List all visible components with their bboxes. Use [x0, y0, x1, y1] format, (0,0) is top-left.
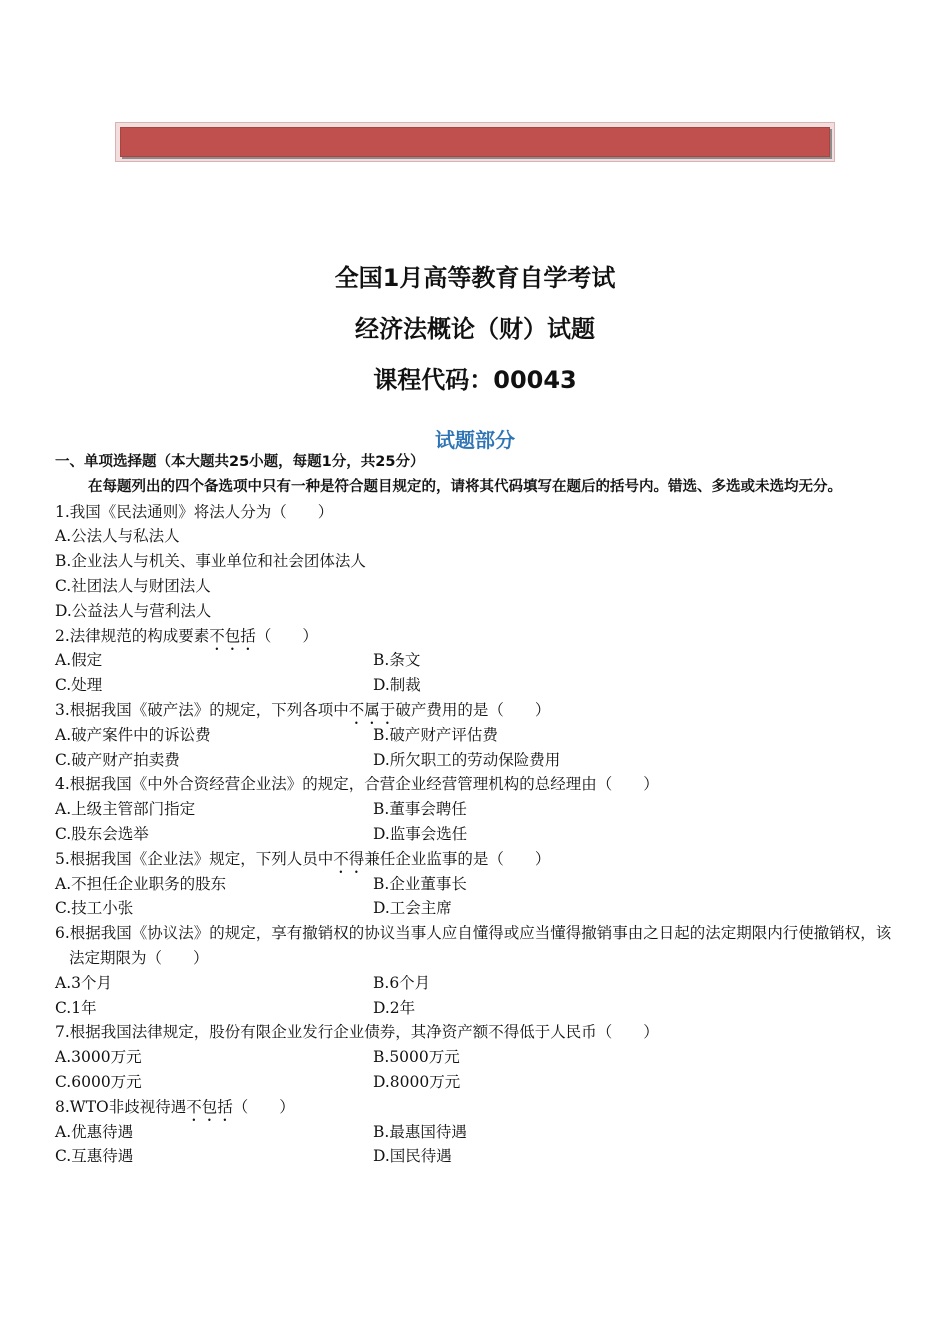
question-stem-tail: 兼任企业监事的是（ ）	[364, 849, 551, 868]
question-stem: 2.法律规范的构成要素	[55, 626, 210, 645]
options-row	[55, 896, 900, 921]
options-row	[55, 797, 900, 822]
options-row	[55, 673, 900, 698]
option-8d: D.国民待遇	[373, 1147, 452, 1166]
question-7	[55, 1020, 900, 1045]
question-stem-tail: （ ）	[255, 626, 318, 645]
option-4a: A.上级主管部门指定	[55, 800, 196, 819]
emphasis-text: 不属于	[348, 700, 396, 719]
question-5	[55, 847, 900, 872]
options-row	[55, 1045, 900, 1070]
part-instruction: 在每题列出的四个备选项中只有一种是符合题目规定的，请将其代码填写在题后的括号内。错选、多选或未选均无分。	[88, 478, 842, 495]
question-stem-tail: 破产费用的是（ ）	[395, 700, 551, 719]
option-6a: A.3个月	[55, 973, 112, 992]
emphasis-text: 不包括	[209, 626, 256, 645]
options-row	[55, 1070, 900, 1095]
option-3b: B.破产财产评估费	[373, 725, 498, 744]
option-5c: C.技工小张	[55, 899, 134, 918]
exam-title: 全国1月高等教育自学考试	[334, 264, 616, 292]
option-2d: D.制裁	[373, 676, 421, 695]
question-6	[55, 921, 900, 971]
option-8c: C.互惠待遇	[55, 1147, 134, 1166]
emphasis-text: 不包括	[186, 1097, 233, 1116]
option-7d: D.8000万元	[373, 1072, 461, 1091]
question-stem: 7.根据我国法律规定，股份有限企业发行企业债券，其净资产额不得低于人民币（ ）	[55, 1023, 659, 1042]
option-5d: D.工会主席	[373, 899, 452, 918]
option-6c: C.1年	[55, 998, 97, 1017]
option-5a: A.不担任企业职务的股东	[55, 874, 227, 893]
option-4c: C.股东会选举	[55, 824, 149, 843]
decorative-banner	[115, 122, 835, 162]
section-title: 试题部分	[435, 428, 515, 452]
option-3a: A.破产案件中的诉讼费	[55, 725, 211, 744]
exam-subject: 经济法概论（财）试题	[355, 315, 595, 343]
option-4d: D.监事会选任	[373, 824, 468, 843]
option-1c: C.社团法人与财团法人	[55, 576, 211, 595]
question-stem: 5.根据我国《企业法》规定，下列人员中	[55, 849, 334, 868]
option-5b: B.企业董事长	[373, 874, 467, 893]
options-row	[55, 872, 900, 897]
option-6b: B.6个月	[373, 973, 431, 992]
options-row	[55, 648, 900, 673]
option-7a: A.3000万元	[55, 1048, 142, 1067]
options-row	[55, 822, 900, 847]
option-3d: D.所欠职工的劳动保险费用	[373, 750, 561, 769]
option-8a: A.优惠待遇	[55, 1122, 134, 1141]
part-heading: 一、单项选择题（本大题共25小题，每题1分，共25分）	[55, 454, 425, 470]
options-row	[55, 996, 900, 1021]
option-2b: B.条文	[373, 651, 421, 670]
option-3c: C.破产财产拍卖费	[55, 750, 180, 769]
option-1d: D.公益法人与营利法人	[55, 601, 212, 620]
question-stem-tail: （ ）	[232, 1097, 295, 1116]
question-1	[55, 500, 900, 525]
option-6d: D.2年	[373, 998, 416, 1017]
option-8b: B.最惠国待遇	[373, 1122, 467, 1141]
question-area	[55, 450, 900, 1169]
option-2a: A.假定	[55, 651, 103, 670]
options-row	[55, 1120, 900, 1145]
question-4	[55, 772, 900, 797]
option-1a: A.公法人与私法人	[55, 527, 180, 546]
option-2c: C.处理	[55, 676, 103, 695]
question-3	[55, 698, 900, 723]
option-7b: B.5000万元	[373, 1048, 460, 1067]
options-row	[55, 748, 900, 773]
options-row	[55, 723, 900, 748]
question-stem: 4.根据我国《中外合资经营企业法》的规定，合营企业经营管理机构的总经理由（ ）	[55, 775, 659, 794]
question-8	[55, 1095, 900, 1120]
question-stem: 3.根据我国《破产法》的规定，下列各项中	[55, 700, 349, 719]
question-stem: 6.根据我国《协议法》的规定，享有撤销权的协议当事人应自懂得或应当懂得撤销事由之日起的法定期限内行使撤销权，该法定期限为（ ）	[55, 924, 892, 967]
banner-bar	[120, 127, 830, 157]
option-1b: B.企业法人与机关、事业单位和社会团体法人	[55, 552, 366, 571]
option-7c: C.6000万元	[55, 1072, 142, 1091]
options-row	[55, 971, 900, 996]
options-row	[55, 1144, 900, 1169]
course-code: 课程代码：00043	[373, 366, 577, 394]
question-2	[55, 624, 900, 649]
question-stem: 1.我国《民法通则》将法人分为（ ）	[55, 502, 334, 521]
option-4b: B.董事会聘任	[373, 800, 467, 819]
question-stem: 8.WTO非歧视待遇	[55, 1097, 187, 1116]
emphasis-text: 不得	[333, 849, 365, 868]
